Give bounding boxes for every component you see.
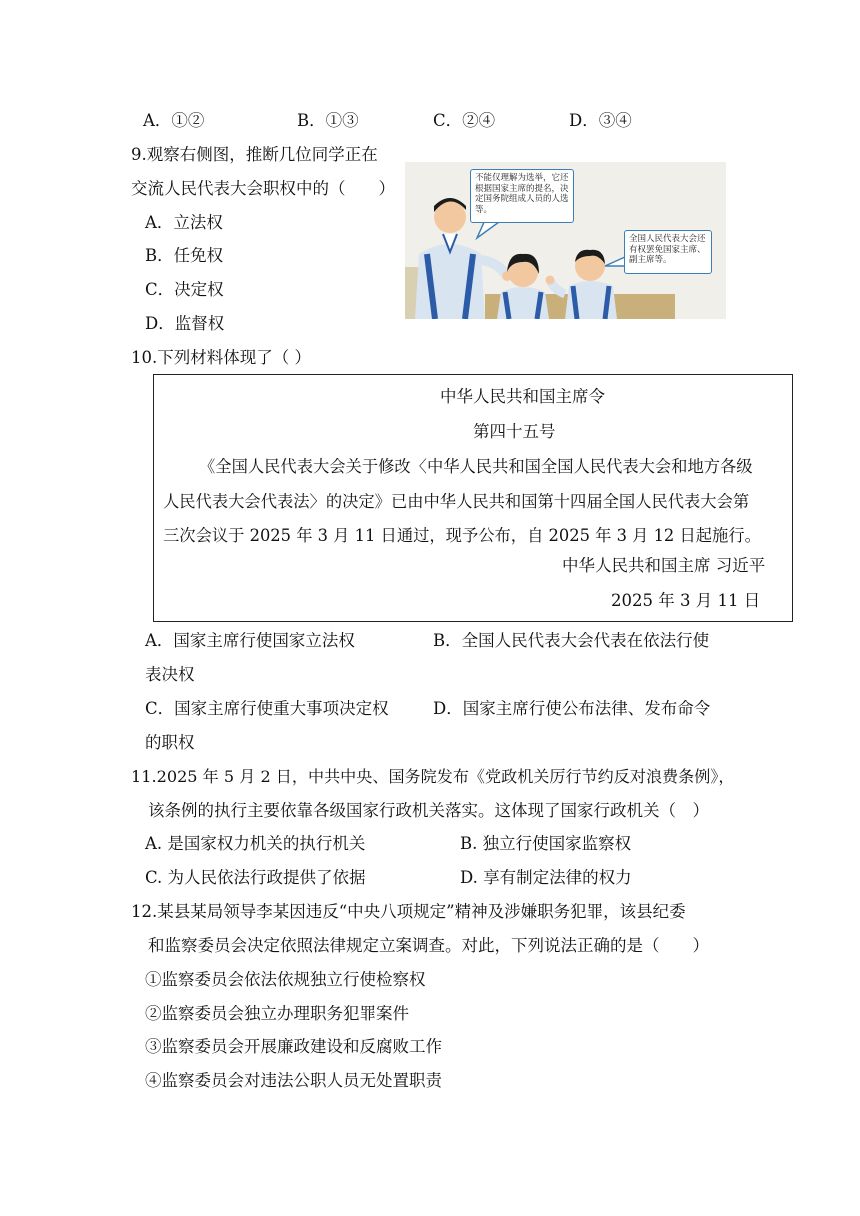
q11-option-a: A. 是国家权力机关的执行机关 xyxy=(145,834,366,853)
decree-signer: 中华人民共和国主席 习近平 xyxy=(562,556,766,575)
q9-stem-line2: 交流人民代表大会职权中的（ ） xyxy=(131,179,395,198)
q9-option-a: A．立法权 xyxy=(145,213,223,232)
decree-number: 第四十五号 xyxy=(473,422,556,441)
q11-option-c: C. 为人民依法行政提供了依据 xyxy=(145,868,366,887)
q12-item-1: ①监察委员会依法依规独立行使检察权 xyxy=(145,970,426,989)
q12-stem-line1: 12.某县某局领导李某因违反“中央八项规定”精神及涉嫌职务犯罪，该县纪委 xyxy=(131,902,686,921)
q9-option-c: C．决定权 xyxy=(145,280,224,299)
q10-option-c: C．国家主席行使重大事项决定权 xyxy=(145,699,389,718)
q10-option-d: D．国家主席行使公布法律、发布命令 xyxy=(433,699,711,718)
q8-option-c: C．②④ xyxy=(433,111,496,130)
q8-option-b: B．①③ xyxy=(297,111,359,130)
q9-illustration xyxy=(405,162,726,319)
q10-stem: 10.下列材料体现了（ ） xyxy=(131,348,311,367)
decree-date: 2025 年 3 月 11 日 xyxy=(611,591,761,610)
decree-title: 中华人民共和国主席令 xyxy=(440,387,605,406)
decree-body-line3: 三次会议于 2025 年 3 月 11 日通过，现予公布，自 2025 年 3 月 12 日起施行。 xyxy=(163,526,761,545)
q10-option-a: A．国家主席行使国家立法权 xyxy=(145,631,355,650)
decree-body-line1: 《全国人民代表大会关于修改〈中华人民共和国全国人民代表大会和地方各级 xyxy=(199,457,753,476)
q11-option-d: D. 享有制定法律的权力 xyxy=(460,868,632,887)
q12-item-2: ②监察委员会独立办理职务犯罪案件 xyxy=(145,1004,409,1023)
speech-bubble-2: 全国人民代表大会还有权罢免国家主席、副主席等。 xyxy=(624,230,712,274)
q9-option-d: D．监督权 xyxy=(145,314,225,333)
q11-option-b: B. 独立行使国家监察权 xyxy=(460,834,632,853)
q10-option-d-cont: 的职权 xyxy=(145,733,195,752)
q9-option-b: B．任免权 xyxy=(145,246,224,265)
decree-body-line2: 人民代表大会代表法〉的决定》已由中华人民共和国第十四届全国人民代表大会第 xyxy=(163,492,750,511)
q11-stem-line2: 该条例的执行主要依靠各级国家行政机关落实。这体现了国家行政机关（ ） xyxy=(148,801,709,820)
q8-option-d: D．③④ xyxy=(569,111,632,130)
q11-stem-line1: 11.2025 年 5 月 2 日，中共中央、国务院发布《党政机关厉行节约反对浪费条例》， xyxy=(131,767,735,786)
speech-bubble-1: 不能仅理解为选举，它还根据国家主席的提名，决定国务院组成人员的人选等。 xyxy=(470,169,574,223)
q10-option-b: B．全国人民代表大会代表在依法行使 xyxy=(433,631,710,650)
q8-option-a: A．①② xyxy=(143,111,205,130)
q9-stem-line1: 9.观察右侧图，推断几位同学正在 xyxy=(131,145,378,164)
q12-item-4: ④监察委员会对违法公职人员无处置职责 xyxy=(145,1071,442,1090)
q12-stem-line2: 和监察委员会决定依照法律规定立案调查。对此，下列说法正确的是（ ） xyxy=(148,936,709,955)
q10-option-b-cont: 表决权 xyxy=(145,665,195,684)
q12-item-3: ③监察委员会开展廉政建设和反腐败工作 xyxy=(145,1037,442,1056)
